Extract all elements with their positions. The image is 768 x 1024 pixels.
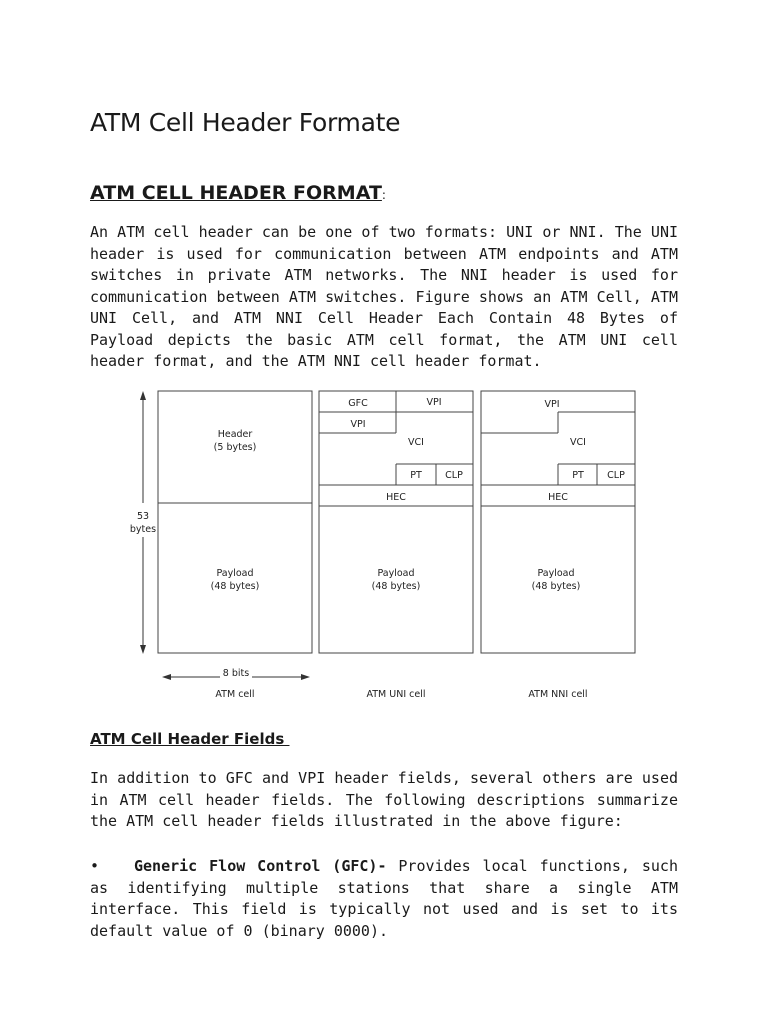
uni-payload-line2: (48 bytes) [371, 581, 421, 592]
atm-cell-payload-line1: Payload [216, 568, 254, 579]
uni-pt-label: PT [410, 470, 422, 481]
uni-cell-diagram [319, 391, 473, 653]
intro-paragraph: An ATM cell header can be one of two formats: UNI or NNI. The UNI header is used for communication between ATM endpoints and ATM switches in private ATM networks. The NNI header is used for communication between ATM switches. Figure shows an ATM Cell, ATM UNI Cell, and ATM NNI Cell Header Each Contain 48 Bytes of Payload depicts the basic ATM cell format, the ATM UNI cell header format, and the ATM NNI cell header format. [90, 223, 678, 370]
atm-cell-format-figure [120, 385, 650, 710]
atm-cell-payload-line2: (48 bytes) [210, 581, 260, 592]
bullet-symbol: • [90, 857, 100, 875]
bullet-term: Generic Flow Control (GFC)- [134, 857, 387, 875]
uni-vci-label: VCI [408, 437, 424, 448]
size-arrow [140, 391, 146, 654]
atm-cell-header-line2: (5 bytes) [213, 442, 257, 453]
fields-heading: ATM Cell Header Fields [90, 730, 290, 748]
nni-clp-label: CLP [607, 470, 625, 481]
section-heading [90, 182, 386, 204]
atm-cell-header-line1: Header [217, 429, 253, 440]
bullet-text: Provides local functions, such as identifying multiple stations that share a single ATM interface. This field is typically not used and is set to its default value of 0 (binary 0000). [90, 857, 678, 940]
width-label: 8 bits [222, 668, 250, 679]
gfc-bullet [90, 856, 678, 942]
uni-clp-label: CLP [445, 470, 463, 481]
nni-hec-label: HEC [548, 492, 568, 503]
nni-vpi-label: VPI [544, 399, 560, 410]
nni-pt-label: PT [572, 470, 584, 481]
nni-payload-line1: Payload [537, 568, 575, 579]
uni-gfc-label: GFC [348, 398, 368, 409]
page-title: ATM Cell Header Formate [90, 108, 401, 137]
nni-cell-diagram [481, 391, 635, 653]
section-heading-colon: : [381, 188, 386, 202]
atm-cell-caption: ATM cell [215, 689, 255, 700]
uni-payload-line1: Payload [377, 568, 415, 579]
uni-vpi-top-label: VPI [426, 397, 442, 408]
size-label-line1: 53 [136, 511, 150, 522]
nni-cell-caption: ATM NNI cell [528, 689, 588, 700]
fields-paragraph: In addition to GFC and VPI header fields, several others are used in ATM cell header fields. The following descriptions summarize the ATM cell header fields illustrated in the above figure: [90, 769, 678, 830]
uni-vpi-second-label: VPI [350, 419, 366, 430]
size-label-line2: bytes [129, 524, 157, 535]
nni-vci-label: VCI [570, 437, 586, 448]
uni-hec-label: HEC [386, 492, 406, 503]
section-heading-text: ATM CELL HEADER FORMAT [90, 182, 382, 204]
nni-payload-line2: (48 bytes) [531, 581, 581, 592]
uni-cell-caption: ATM UNI cell [366, 689, 426, 700]
